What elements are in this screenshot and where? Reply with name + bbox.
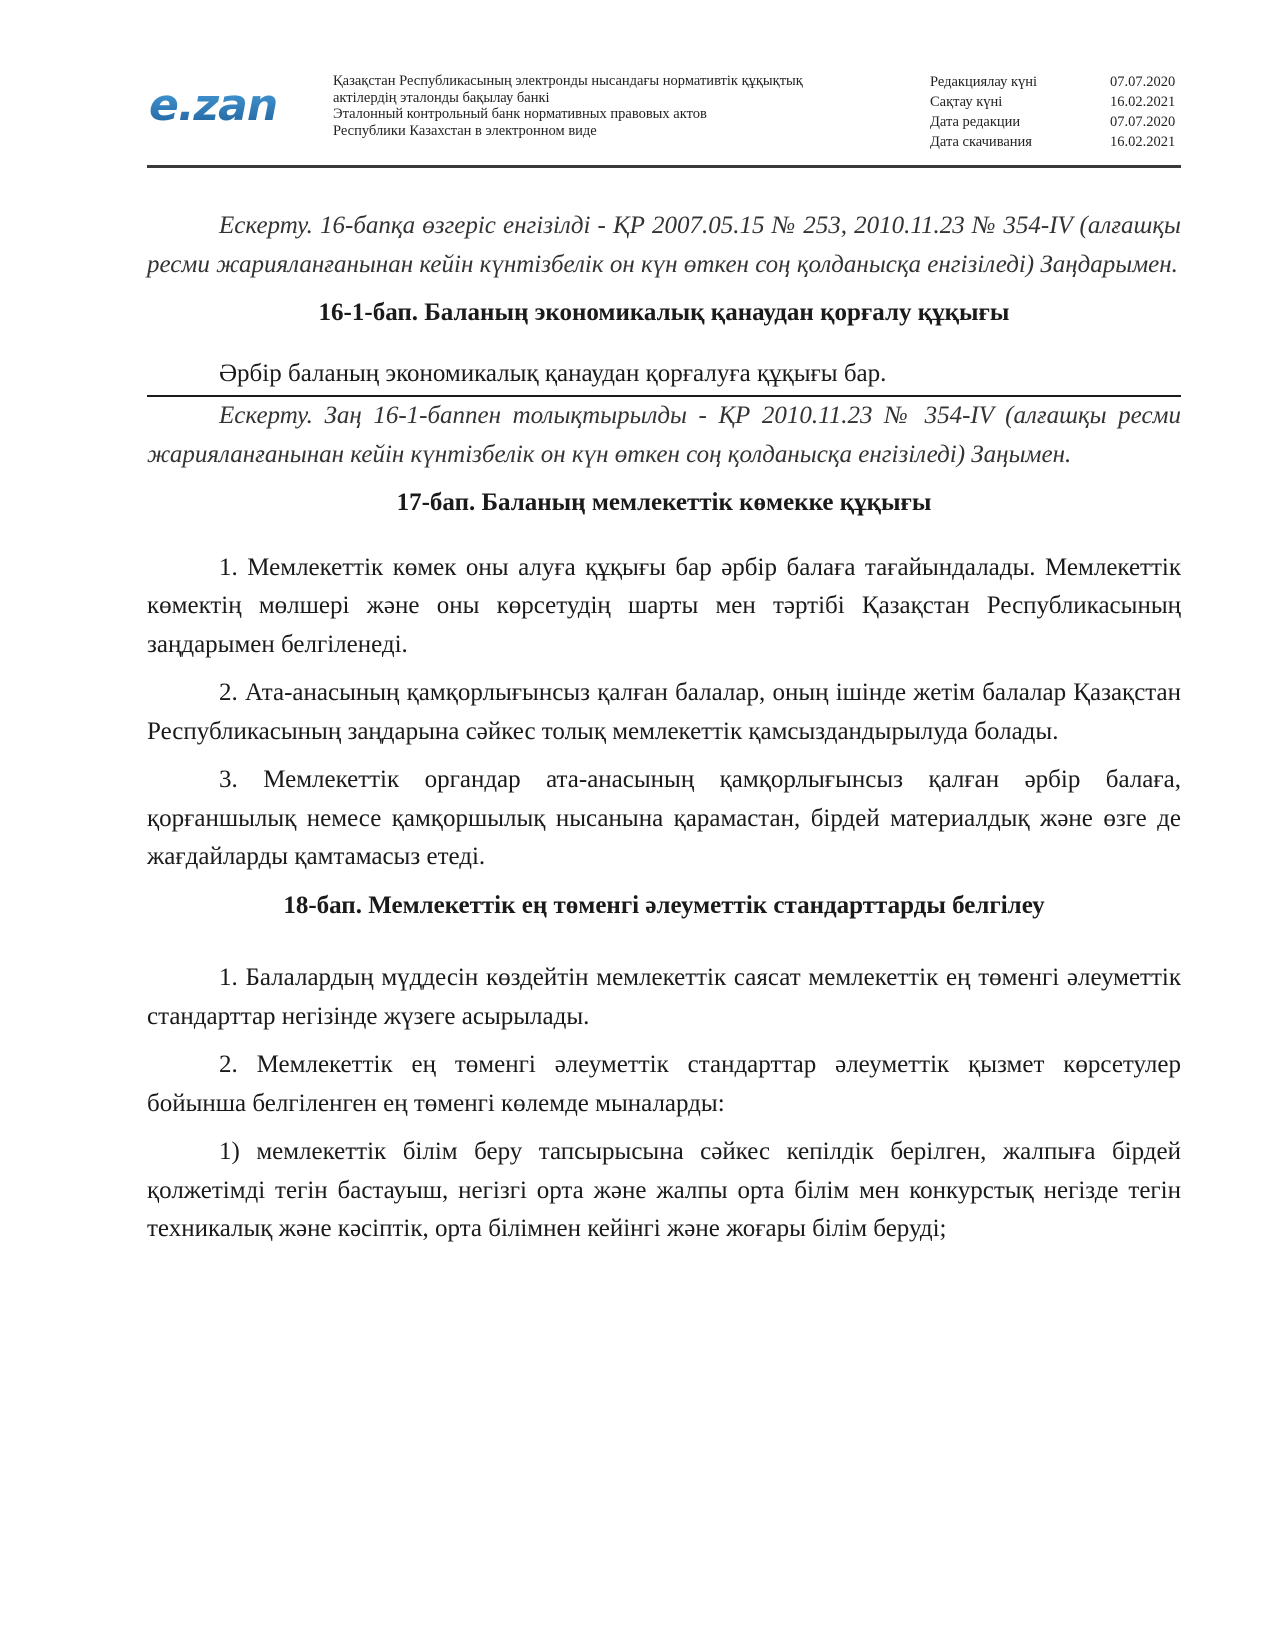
meta-value: 16.02.2021	[1110, 134, 1176, 150]
article-paragraph: 1) мемлекеттік білім беру тапсырысына сәйкес кепілдік берілген, жалпыға бірдей қолжетімді тегін бастауыш, негізгі орта және жалпы орта білім мен конкурстық негізде тегін техникалық және кәсіптік, орта білімнен кейінгі және жоғары білім беруді;	[147, 1138, 1181, 1242]
header-line: Эталонный контрольный банк нормативных правовых актов	[333, 106, 707, 122]
meta-label: Дата скачивания	[930, 134, 1032, 150]
meta-label: Сақтау күні	[930, 94, 1003, 110]
header-line: Қазақстан Республикасының электронды нысандағы нормативтік құқықтық	[333, 73, 803, 89]
amendment-note: Ескерту. Заң 16-1-баппен толықтырылды - ҚР 2010.11.23 № 354-IV (алғашқы ресми жарияланғанынан кейін күнтізбелік он күн өткен соң қолданысқа енгізіледі) Заңымен.	[147, 402, 1181, 468]
meta-label: Дата редакции	[930, 114, 1021, 130]
document-header	[147, 68, 1181, 166]
article-paragraph: 3. Мемлекеттік органдар ата-анасының қамқорлығынсыз қалған әрбір балаға, қорғаншылық немесе қамқоршылық нысанына қарамастан, бірдей материалдық және өзге де жағдайларды қамтамасыз етеді.	[147, 766, 1181, 870]
header-line: Республики Казахстан в электронном виде	[333, 122, 597, 139]
meta-row	[930, 132, 1190, 152]
article-paragraph: Әрбір баланың экономикалық қанаудан қорғалуға құқығы бар.	[219, 359, 887, 387]
header-line: актілердің эталонды бақылау банкі	[333, 89, 550, 106]
article-paragraph: 2. Ата-анасының қамқорлығынсыз қалған балалар, оның ішінде жетім балалар Қазақстан Республикасының заңдарына сәйкес толық мемлекеттік қамсыздандырылуда болады.	[147, 679, 1181, 745]
article-heading: 18-бап. Мемлекеттік ең төменгі әлеуметтік стандарттарды белгілеу	[283, 891, 1045, 919]
article-heading: 17-бап. Баланың мемлекеттік көмекке құқығы	[396, 489, 932, 516]
document-meta	[930, 72, 1190, 152]
meta-value: 07.07.2020	[1110, 114, 1176, 130]
article-paragraph: 1. Балалардың мүддесін көздейтін мемлекеттік саясат мемлекеттік ең төменгі әлеуметтік стандарттар негізінде жүзеге асырылады.	[147, 964, 1181, 1030]
amendment-note: Ескерту. 16-бапқа өзгеріс енгізілді - ҚР 2007.05.15 № 253, 2010.11.23 № 354-IV (алғашқы ресми жарияланғанынан кейін күнтізбелік он күн өткен соң қолданысқа енгізіледі) Заңдарымен.	[147, 212, 1181, 278]
header-divider	[147, 165, 1181, 168]
ezan-logo	[147, 80, 297, 130]
header-description	[333, 73, 893, 139]
meta-row	[930, 72, 1190, 92]
article-paragraph: 2. Мемлекеттік ең төменгі әлеуметтік стандарттар әлеуметтік қызмет көрсетулер бойынша белгіленген ең төменгі көлемде мыналарды:	[147, 1051, 1181, 1117]
meta-value: 16.02.2021	[1110, 94, 1176, 110]
meta-row	[930, 92, 1190, 112]
logo-text: e.zan	[149, 80, 278, 130]
article-paragraph: 1. Мемлекеттік көмек оны алуға құқығы бар әрбір балаға тағайындалады. Мемлекеттік көмектің мөлшері және оны көрсетудің шарты мен тәртібі Қазақстан Республикасының заңдарымен белгіленеді.	[147, 553, 1181, 658]
meta-row	[930, 112, 1190, 132]
meta-value: 07.07.2020	[1110, 74, 1176, 90]
article-heading: 16-1-бап. Баланың экономикалық қанаудан қорғалу құқығы	[318, 299, 1010, 326]
document-body	[147, 207, 1181, 1257]
meta-label: Редакциялау күні	[930, 74, 1038, 90]
